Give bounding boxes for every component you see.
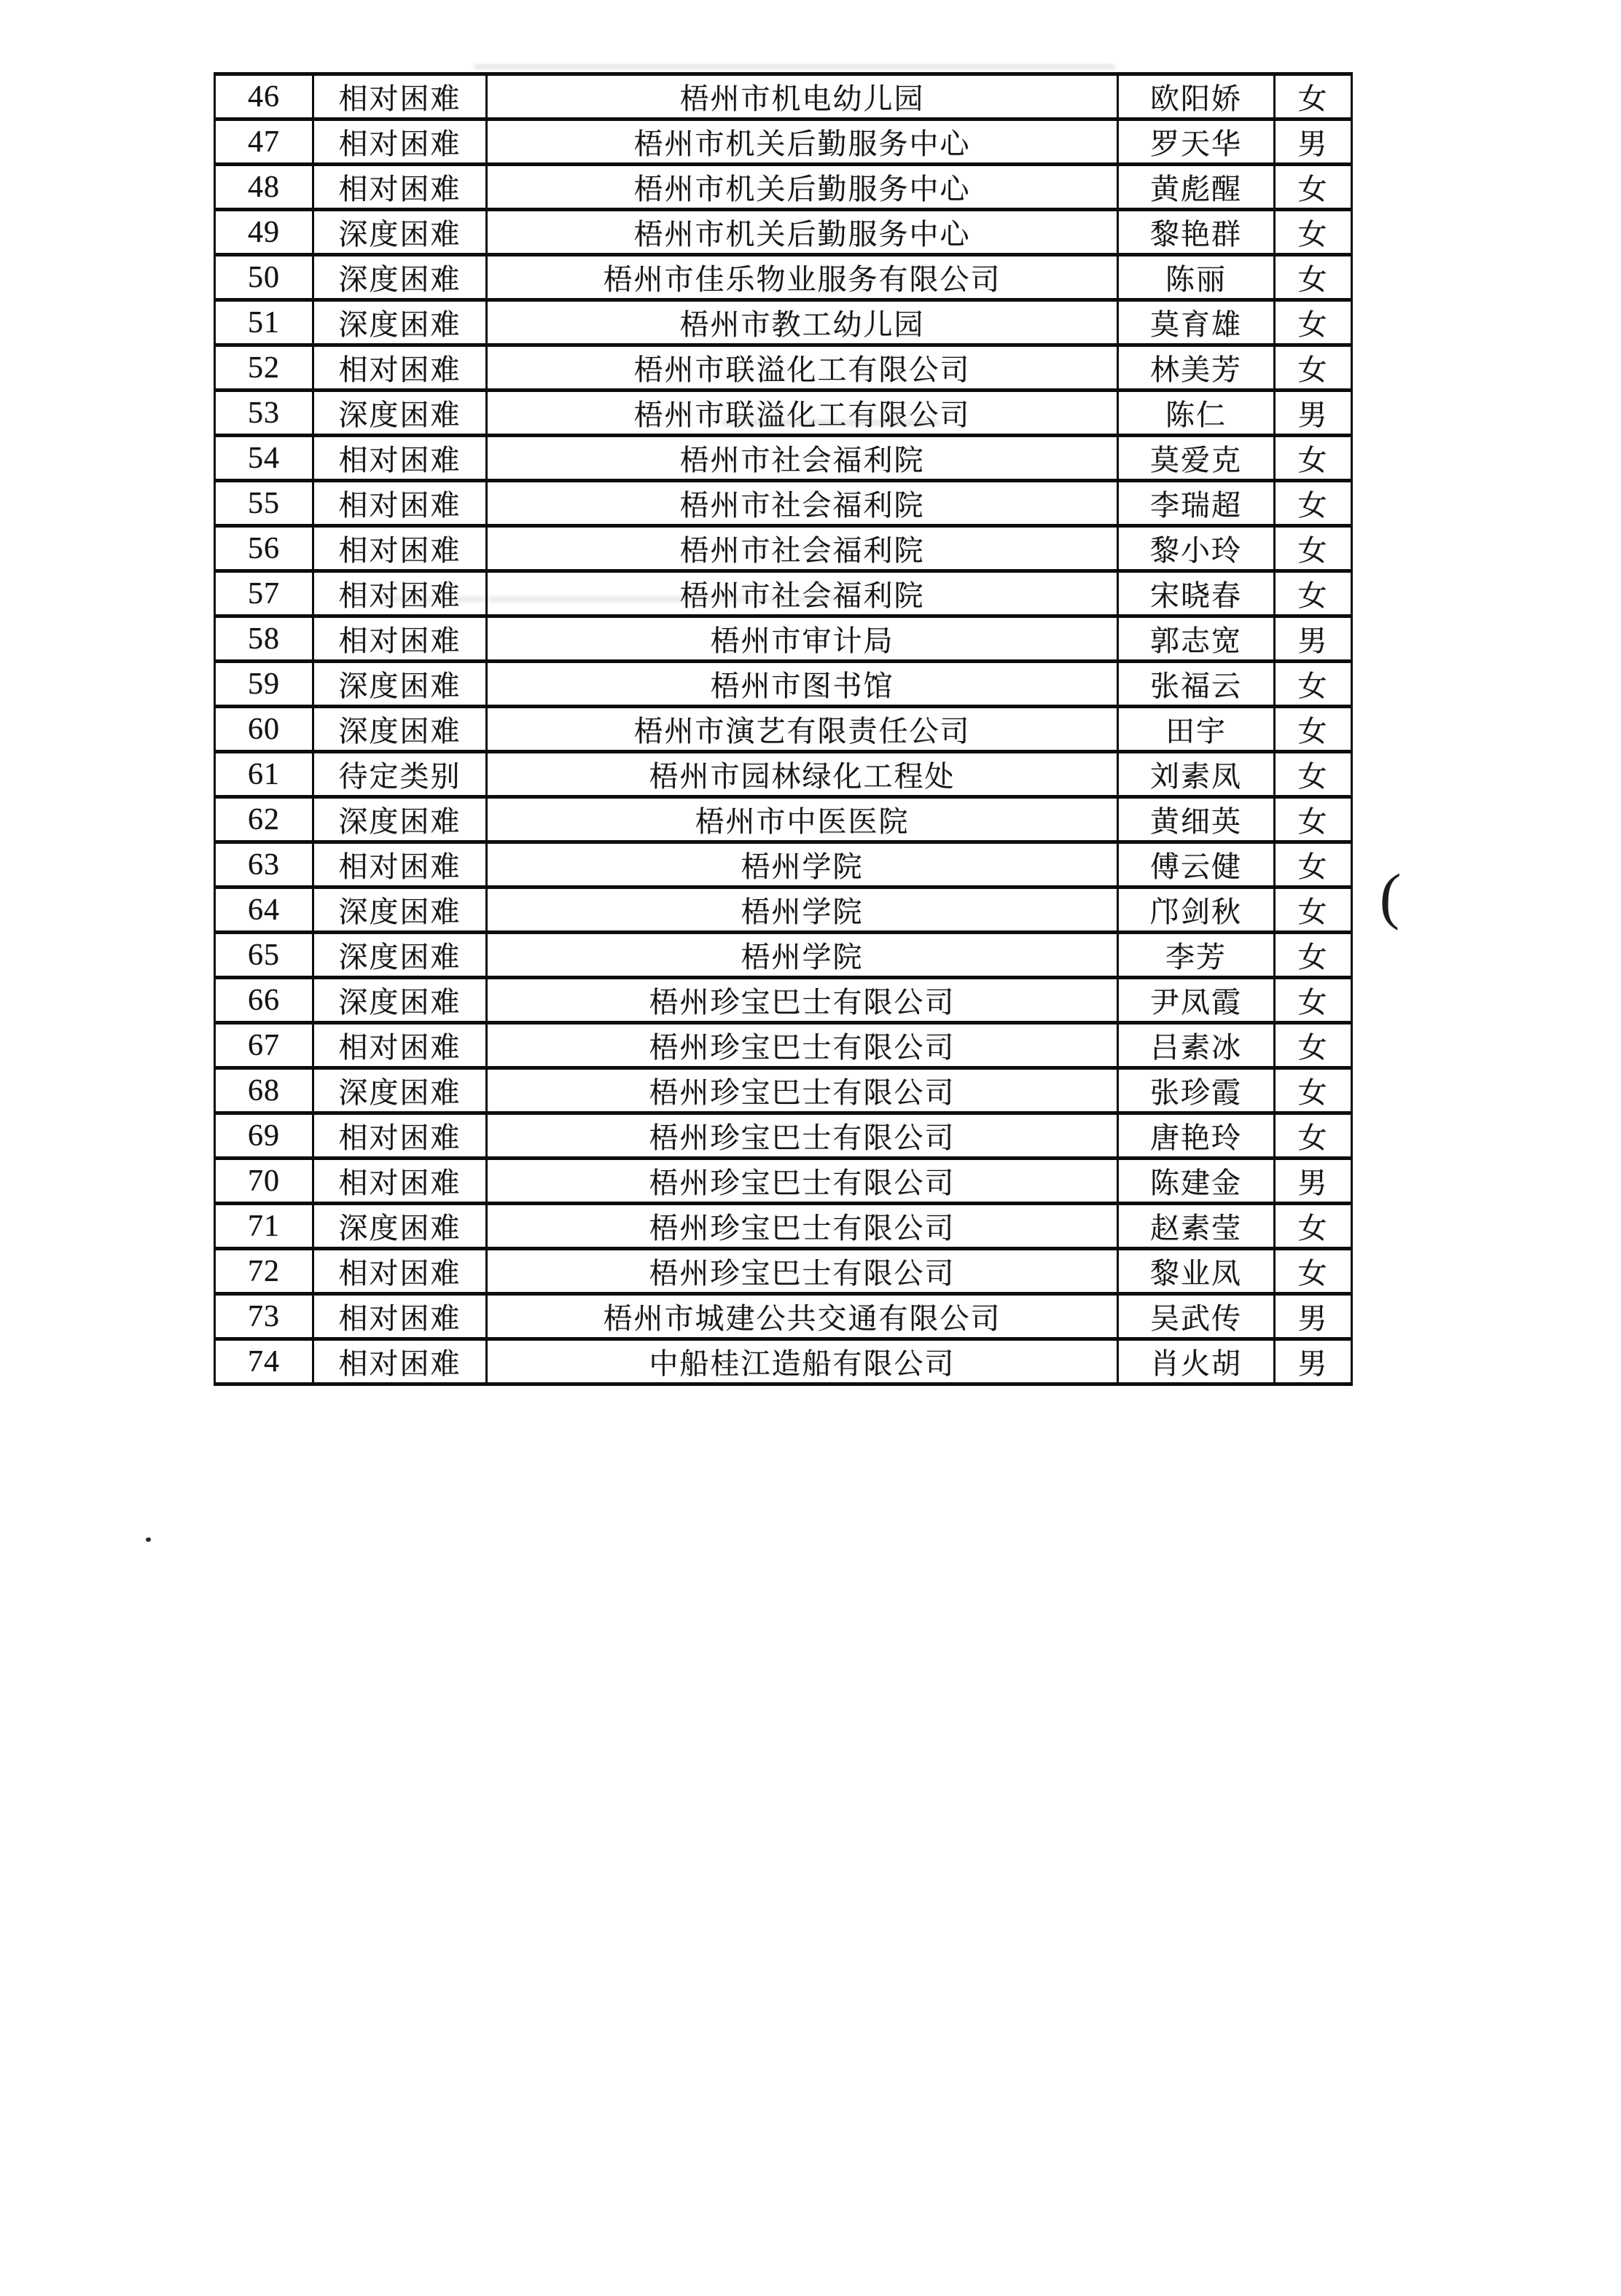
handwritten-paren-mark: (	[1378, 860, 1402, 931]
name-cell: 肖火胡	[1118, 1339, 1275, 1384]
organization-cell: 梧州市联溢化工有限公司	[487, 345, 1118, 391]
organization-cell: 梧州市教工幼儿园	[487, 300, 1118, 345]
table-row	[215, 1023, 1352, 1068]
name-cell: 陈建金	[1118, 1159, 1275, 1204]
organization-cell: 梧州珍宝巴士有限公司	[487, 1249, 1118, 1294]
gender-cell: 女	[1275, 888, 1352, 933]
gender-cell: 男	[1275, 1294, 1352, 1339]
table-row	[215, 119, 1352, 165]
name-cell: 赵素莹	[1118, 1204, 1275, 1249]
organization-cell: 梧州市园林绿化工程处	[487, 752, 1118, 797]
table-row	[215, 1204, 1352, 1249]
name-cell: 郭志宽	[1118, 616, 1275, 662]
name-cell: 莫爱克	[1118, 436, 1275, 481]
row-number-cell: 56	[215, 526, 313, 571]
name-cell: 莫育雄	[1118, 300, 1275, 345]
gender-cell: 女	[1275, 300, 1352, 345]
category-cell: 相对困难	[313, 481, 487, 526]
table-row	[215, 436, 1352, 481]
category-cell: 深度困难	[313, 662, 487, 707]
row-number-cell: 61	[215, 752, 313, 797]
category-cell: 深度困难	[313, 1068, 487, 1113]
organization-cell: 梧州珍宝巴士有限公司	[487, 1204, 1118, 1249]
gender-cell: 女	[1275, 436, 1352, 481]
category-cell: 相对困难	[313, 1159, 487, 1204]
table-row	[215, 345, 1352, 391]
row-number-cell: 73	[215, 1294, 313, 1339]
table-row	[215, 1294, 1352, 1339]
table-row	[215, 526, 1352, 571]
organization-cell: 梧州市图书馆	[487, 662, 1118, 707]
row-number-cell: 50	[215, 255, 313, 300]
row-number-cell: 55	[215, 481, 313, 526]
row-number-cell: 67	[215, 1023, 313, 1068]
organization-cell: 梧州珍宝巴士有限公司	[487, 1068, 1118, 1113]
organization-cell: 梧州珍宝巴士有限公司	[487, 1023, 1118, 1068]
table-row	[215, 707, 1352, 752]
category-cell: 相对困难	[313, 1023, 487, 1068]
table-row	[215, 797, 1352, 842]
row-number-cell: 63	[215, 842, 313, 888]
gender-cell: 女	[1275, 978, 1352, 1023]
organization-cell: 梧州学院	[487, 933, 1118, 978]
category-cell: 深度困难	[313, 255, 487, 300]
row-number-cell: 49	[215, 210, 313, 255]
row-number-cell: 62	[215, 797, 313, 842]
category-cell: 相对困难	[313, 119, 487, 165]
gender-cell: 女	[1275, 933, 1352, 978]
table-row	[215, 662, 1352, 707]
gender-cell: 女	[1275, 842, 1352, 888]
table-row	[215, 165, 1352, 210]
category-cell: 深度困难	[313, 391, 487, 436]
table-row	[215, 616, 1352, 662]
table-row	[215, 1113, 1352, 1159]
organization-cell: 梧州市机关后勤服务中心	[487, 210, 1118, 255]
name-cell: 陈丽	[1118, 255, 1275, 300]
name-cell: 唐艳玲	[1118, 1113, 1275, 1159]
organization-cell: 梧州市演艺有限责任公司	[487, 707, 1118, 752]
row-number-cell: 64	[215, 888, 313, 933]
category-cell: 深度困难	[313, 797, 487, 842]
gender-cell: 女	[1275, 526, 1352, 571]
row-number-cell: 69	[215, 1113, 313, 1159]
row-number-cell: 53	[215, 391, 313, 436]
name-cell: 黎艳群	[1118, 210, 1275, 255]
organization-cell: 梧州珍宝巴士有限公司	[487, 1159, 1118, 1204]
organization-cell: 梧州学院	[487, 888, 1118, 933]
name-cell: 罗天华	[1118, 119, 1275, 165]
category-cell: 相对困难	[313, 526, 487, 571]
name-cell: 邝剑秋	[1118, 888, 1275, 933]
roster-table	[214, 72, 1353, 1386]
category-cell: 深度困难	[313, 933, 487, 978]
row-number-cell: 70	[215, 1159, 313, 1204]
table-row	[215, 933, 1352, 978]
scan-artifact	[722, 420, 940, 426]
row-number-cell: 59	[215, 662, 313, 707]
gender-cell: 男	[1275, 1159, 1352, 1204]
name-cell: 黎业凤	[1118, 1249, 1275, 1294]
category-cell: 相对困难	[313, 571, 487, 616]
category-cell: 相对困难	[313, 1339, 487, 1384]
row-number-cell: 47	[215, 119, 313, 165]
organization-cell: 梧州市机关后勤服务中心	[487, 119, 1118, 165]
table-row	[215, 978, 1352, 1023]
gender-cell: 女	[1275, 74, 1352, 119]
table-row	[215, 1339, 1352, 1384]
name-cell: 李芳	[1118, 933, 1275, 978]
category-cell: 深度困难	[313, 707, 487, 752]
category-cell: 相对困难	[313, 74, 487, 119]
table-row	[215, 74, 1352, 119]
gender-cell: 男	[1275, 391, 1352, 436]
organization-cell: 梧州珍宝巴士有限公司	[487, 978, 1118, 1023]
name-cell: 田宇	[1118, 707, 1275, 752]
organization-cell: 梧州市机关后勤服务中心	[487, 165, 1118, 210]
category-cell: 相对困难	[313, 1113, 487, 1159]
gender-cell: 女	[1275, 1204, 1352, 1249]
organization-cell: 中船桂江造船有限公司	[487, 1339, 1118, 1384]
organization-cell: 梧州市城建公共交通有限公司	[487, 1294, 1118, 1339]
table-row	[215, 210, 1352, 255]
category-cell: 深度困难	[313, 300, 487, 345]
table-row	[215, 842, 1352, 888]
row-number-cell: 46	[215, 74, 313, 119]
name-cell: 张福云	[1118, 662, 1275, 707]
row-number-cell: 66	[215, 978, 313, 1023]
name-cell: 黄细英	[1118, 797, 1275, 842]
category-cell: 相对困难	[313, 616, 487, 662]
row-number-cell: 72	[215, 1249, 313, 1294]
row-number-cell: 54	[215, 436, 313, 481]
gender-cell: 女	[1275, 1113, 1352, 1159]
table-row	[215, 752, 1352, 797]
row-number-cell: 57	[215, 571, 313, 616]
organization-cell: 梧州市社会福利院	[487, 526, 1118, 571]
gender-cell: 女	[1275, 797, 1352, 842]
row-number-cell: 52	[215, 345, 313, 391]
category-cell: 相对困难	[313, 165, 487, 210]
table-row	[215, 1159, 1352, 1204]
name-cell: 林美芳	[1118, 345, 1275, 391]
table-row	[215, 1068, 1352, 1113]
category-cell: 深度困难	[313, 210, 487, 255]
row-number-cell: 48	[215, 165, 313, 210]
organization-cell: 梧州市佳乐物业服务有限公司	[487, 255, 1118, 300]
scan-artifact	[379, 597, 845, 602]
gender-cell: 女	[1275, 345, 1352, 391]
category-cell: 深度困难	[313, 1204, 487, 1249]
row-number-cell: 60	[215, 707, 313, 752]
gender-cell: 男	[1275, 616, 1352, 662]
name-cell: 陈仁	[1118, 391, 1275, 436]
gender-cell: 女	[1275, 707, 1352, 752]
category-cell: 待定类别	[313, 752, 487, 797]
name-cell: 张珍霞	[1118, 1068, 1275, 1113]
name-cell: 吕素冰	[1118, 1023, 1275, 1068]
gender-cell: 男	[1275, 119, 1352, 165]
table-row	[215, 255, 1352, 300]
table-row	[215, 481, 1352, 526]
category-cell: 深度困难	[313, 978, 487, 1023]
row-number-cell: 71	[215, 1204, 313, 1249]
table-row	[215, 391, 1352, 436]
name-cell: 尹凤霞	[1118, 978, 1275, 1023]
organization-cell: 梧州市中医医院	[487, 797, 1118, 842]
organization-cell: 梧州市审计局	[487, 616, 1118, 662]
organization-cell: 梧州市社会福利院	[487, 436, 1118, 481]
table-row	[215, 571, 1352, 616]
scan-artifact	[474, 64, 1115, 69]
name-cell: 李瑞超	[1118, 481, 1275, 526]
row-number-cell: 68	[215, 1068, 313, 1113]
gender-cell: 女	[1275, 1249, 1352, 1294]
gender-cell: 女	[1275, 481, 1352, 526]
ink-speck	[146, 1537, 151, 1542]
category-cell: 相对困难	[313, 345, 487, 391]
gender-cell: 男	[1275, 1339, 1352, 1384]
category-cell: 相对困难	[313, 1249, 487, 1294]
table-row	[215, 300, 1352, 345]
gender-cell: 女	[1275, 571, 1352, 616]
gender-cell: 女	[1275, 210, 1352, 255]
organization-cell: 梧州市社会福利院	[487, 481, 1118, 526]
organization-cell: 梧州市社会福利院	[487, 571, 1118, 616]
category-cell: 相对困难	[313, 1294, 487, 1339]
organization-cell: 梧州市联溢化工有限公司	[487, 391, 1118, 436]
table-row	[215, 1249, 1352, 1294]
category-cell: 相对困难	[313, 436, 487, 481]
name-cell: 黎小玲	[1118, 526, 1275, 571]
name-cell: 刘素凤	[1118, 752, 1275, 797]
organization-cell: 梧州珍宝巴士有限公司	[487, 1113, 1118, 1159]
name-cell: 吴武传	[1118, 1294, 1275, 1339]
row-number-cell: 51	[215, 300, 313, 345]
gender-cell: 女	[1275, 752, 1352, 797]
gender-cell: 女	[1275, 255, 1352, 300]
table-row	[215, 888, 1352, 933]
row-number-cell: 65	[215, 933, 313, 978]
name-cell: 欧阳娇	[1118, 74, 1275, 119]
name-cell: 宋晓春	[1118, 571, 1275, 616]
row-number-cell: 58	[215, 616, 313, 662]
organization-cell: 梧州市机电幼儿园	[487, 74, 1118, 119]
row-number-cell: 74	[215, 1339, 313, 1384]
organization-cell: 梧州学院	[487, 842, 1118, 888]
gender-cell: 女	[1275, 165, 1352, 210]
category-cell: 相对困难	[313, 842, 487, 888]
gender-cell: 女	[1275, 1023, 1352, 1068]
name-cell: 傅云健	[1118, 842, 1275, 888]
gender-cell: 女	[1275, 662, 1352, 707]
category-cell: 深度困难	[313, 888, 487, 933]
name-cell: 黄彪醒	[1118, 165, 1275, 210]
gender-cell: 女	[1275, 1068, 1352, 1113]
